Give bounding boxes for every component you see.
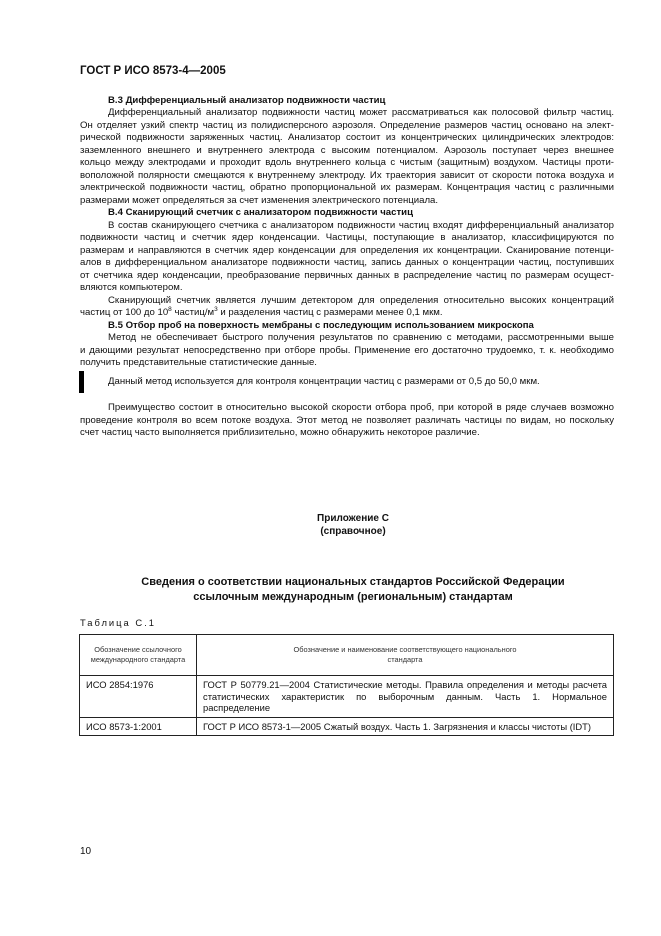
table-cell: ГОСТ Р ИСО 8573-1—2005 Сжатый воздух. Часть 1. Загрязнения и классы чистоты (IDT)	[197, 717, 614, 735]
appendix-title-line: ссылочным международным (региональным) стандартам	[193, 591, 513, 603]
text-fragment: частиц/м	[171, 307, 215, 318]
section-heading-b5: В.5 Отбор проб на поверхность мембраны с последующим использованием микроскопа	[108, 319, 534, 331]
section-heading-b3: В.3 Дифференциальный анализатор подвижности частиц	[108, 95, 386, 106]
text-fragment: и разделения частиц с размерами менее 0,1 мкм.	[217, 307, 443, 318]
text-line: подвижности частиц и счетчик ядер конденсации. Частицы, поступающие в анализатор, классифицируются по	[80, 232, 614, 243]
page-number: 10	[80, 846, 92, 857]
text-line: размерам и направляются в счетчик ядер конденсации для определения их концентрации. Сканирование потенци-	[80, 244, 614, 256]
text-line: от счетчика ядер конденсации, преобразование первичных данных в распределение частиц по размерам осущест-	[80, 269, 614, 281]
appendix-title-line: Сведения о соответствии национальных стандартов Российской Федерации	[141, 576, 565, 588]
table-cell: ГОСТ Р 50779.21—2004 Статистические методы. Правила определения и методы расчета статистических характеристик по выборочным данным. Часть 1. Нормальное распределение	[197, 676, 614, 718]
text-line-with-superscripts	[80, 307, 614, 319]
text-line: Дифференциальный анализатор подвижности частиц может рассматриваться как полосовой фильтр частиц.	[108, 107, 614, 118]
table-cell: ИСО 2854:1976	[80, 676, 197, 718]
text-line: Метод не обеспечивает быстрого получения результатов по сравнению с методами, рассмотренными выше	[108, 332, 614, 343]
text-line: и дающими результат непосредственно при отборе пробы. Применение его достаточно трудоемко, т. к. необходимо	[80, 344, 614, 356]
text-line: электрической подвижности частиц, обратно пропорциональной их размерам. Концентрация частиц с различными	[80, 182, 614, 193]
text-line: заземленного внешнего и внутреннего электрода с высоким потенциалом. Аэрозоль поступает через внешнее	[80, 144, 614, 156]
text-fragment: частиц от 100 до 10	[80, 307, 169, 318]
column-header: Обозначение и наименование соответствующего национального стандарта	[197, 635, 614, 676]
column-header: Обозначение ссылочного международного стандарта	[80, 635, 197, 676]
document-header: ГОСТ Р ИСО 8573-4—2005	[80, 65, 226, 77]
section-heading-b4: В.4 Сканирующий счетчик с анализатором подвижности частиц	[108, 207, 413, 218]
appendix-kind: (справочное)	[320, 526, 386, 537]
text-line: счет частиц часто выполняется приблизительно, можно обнаружить некоторое различие.	[80, 427, 480, 438]
superscript: 8	[168, 306, 172, 313]
text-line: проведение контроля во всем потоке воздуха. Этот метод не позволяет различать частицы по видам, но поскольку	[80, 414, 614, 426]
text-line: алов в дифференциальном анализаторе подвижности частиц, запись данных о концентрации частиц, поступивших	[80, 257, 614, 268]
change-marker-bar	[79, 371, 84, 393]
text-line: размерами может определяться за счет изменения электрического потенциала.	[80, 194, 439, 206]
text-line: Преимущество состоит в относительно высокой скорости отбора проб, при которой в ряде случаев возможно	[108, 402, 614, 413]
text-line: В состав сканирующего счетчика с анализатором подвижности частиц входят дифференциальный анализатор	[108, 219, 614, 231]
appendix-label: Приложение С	[317, 513, 389, 524]
table-row	[80, 676, 614, 718]
text-line: Сканирующий счетчик является лучшим детектором для определения относительно высоких концентраций	[108, 294, 614, 306]
table-row	[80, 717, 614, 735]
table-caption: Таблица С.1	[80, 617, 156, 628]
note-text: Данный метод используется для контроля концентрации частиц с размерами от 0,5 до 50,0 мкм.	[108, 376, 540, 387]
superscript: 3	[214, 306, 218, 313]
table-header-row	[80, 635, 614, 676]
text-line: кольцо между электродами и проходит вдоль внутреннего кольца с чистым (защитным) воздухом. Частицы проти-	[80, 157, 614, 168]
text-line: получить представительные статистические данные.	[80, 357, 317, 368]
text-line: вляются компьютером.	[80, 282, 183, 293]
text-line: Он отделяет узкий спектр частиц из полидисперсного аэрозоля. Определение размеров частиц основано на элект-	[80, 119, 614, 131]
text-line: воположной полярности смещаются к внутреннему электроду. Их траектория зависит от скорости потока воздуха и	[80, 169, 614, 181]
standards-table	[79, 634, 614, 736]
table-cell: ИСО 8573-1:2001	[80, 717, 197, 735]
text-line: рической подвижности заряженных частиц. Анализатор состоит из концентрических цилиндрических электродов:	[80, 132, 614, 143]
